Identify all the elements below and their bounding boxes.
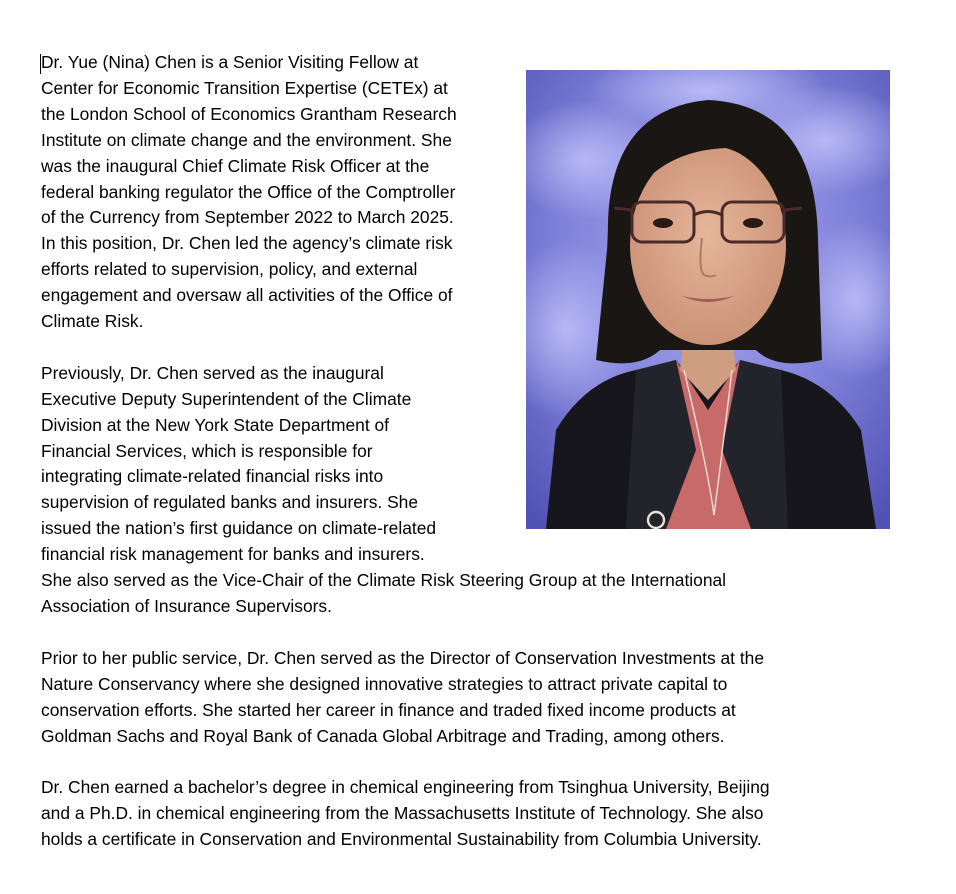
portrait-photo[interactable]	[526, 70, 890, 529]
text-line: federal banking regulator the Office of the Comptroller	[41, 181, 456, 202]
text-line: Center for Economic Transition Expertise (CETEx) at	[41, 77, 448, 98]
text-line: Institute on climate change and the environment. She	[41, 129, 452, 150]
text-line: and a Ph.D. in chemical engineering from the Massachusetts Institute of Technology. She also	[41, 803, 764, 824]
text-line: Previously, Dr. Chen served as the inaugural	[41, 362, 384, 383]
text-line: financial risk management for banks and insurers.	[41, 544, 425, 565]
text-line: conservation efforts. She started her career in finance and traded fixed income products at	[41, 699, 736, 720]
text-line: Prior to her public service, Dr. Chen served as the Director of Conservation Investments at the	[41, 647, 765, 668]
text-line: was the inaugural Chief Climate Risk Officer at the	[41, 155, 430, 176]
text-line: Dr. Yue (Nina) Chen is a Senior Visiting Fellow at	[41, 52, 419, 72]
text-line: issued the nation’s first guidance on climate-related	[41, 518, 437, 539]
text-line: engagement and oversaw all activities of the Office of	[41, 285, 453, 306]
text-line: the London School of Economics Grantham Research	[41, 103, 457, 124]
text-line: supervision of regulated banks and insurers. She	[41, 492, 419, 513]
text-line: efforts related to supervision, policy, and external	[41, 259, 418, 280]
text-line: Executive Deputy Superintendent of the Climate	[41, 388, 412, 409]
text-line: Division at the New York State Department of	[41, 414, 389, 435]
text-line: Goldman Sachs and Royal Bank of Canada Global Arbitrage and Trading, among others.	[41, 725, 725, 746]
text-line: She also served as the Vice-Chair of the Climate Risk Steering Group at the International	[41, 570, 727, 591]
paragraph-3	[41, 646, 901, 750]
text-line: Climate Risk.	[41, 311, 144, 332]
text-line: Nature Conservancy where she designed innovative strategies to attract private capital to	[41, 673, 728, 694]
text-line: Dr. Chen earned a bachelor’s degree in chemical engineering from Tsinghua University, Beijing	[41, 777, 770, 798]
paragraph-4	[41, 775, 901, 853]
text-line: Association of Insurance Supervisors.	[41, 596, 332, 617]
text-line: In this position, Dr. Chen led the agency’s climate risk	[41, 233, 453, 254]
portrait-image	[526, 70, 890, 529]
text-line: Financial Services, which is responsible for	[41, 440, 373, 461]
text-line: of the Currency from September 2022 to March 2025.	[41, 207, 454, 228]
text-line: integrating climate-related financial risks into	[41, 466, 384, 487]
text-line: holds a certificate in Conservation and Environmental Sustainability from Columbia University.	[41, 829, 762, 850]
